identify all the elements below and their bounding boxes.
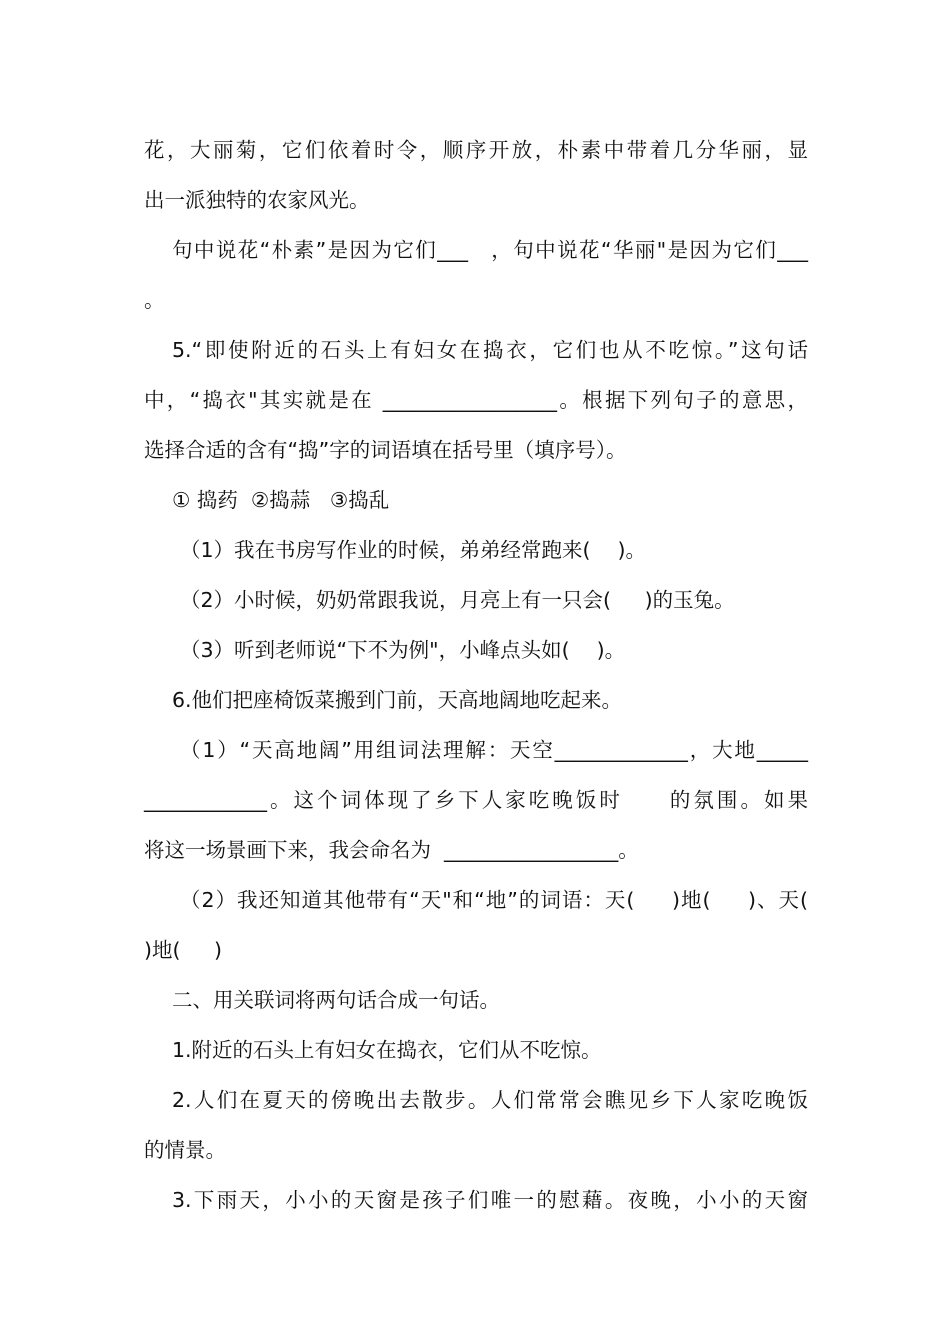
question-6-part-1: ____________。这个词体现了乡下人家吃晚饭时 的氛围。如果 — [144, 788, 808, 812]
sub-question-3: （3）听到老师说“下不为例"，小峰点头如( )。 — [180, 638, 626, 662]
section-2-item-2: 2.人们在夏天的傍晚出去散步。人们常常会瞧见乡下人家吃晚饭 — [172, 1088, 808, 1112]
question-6-part-1: （1）“天高地阔”用组词法理解：天空_____________，大地_____ — [180, 738, 808, 762]
question-6-part-2: （2）我还知道其他带有“天"和“地”的词语：天( )地( )、天( — [180, 888, 808, 912]
question-4-prompt-end: 。 — [144, 288, 165, 312]
question-6-part-1: 将这一场景画下来，我会命名为 _________________。 — [144, 838, 639, 862]
question-5-prompt: 中，“捣衣"其实就是在 _________________。根据下列句子的意思， — [144, 388, 808, 412]
passage-line: 花，大丽菊，它们依着时令，顺序开放，朴素中带着几分华丽，显 — [144, 138, 808, 162]
question-5-instruction: 选择合适的含有“捣”字的词语填在括号里（填序号）。 — [144, 438, 627, 462]
question-5-prompt: 5.“即使附近的石头上有妇女在捣衣，它们也从不吃惊。”这句话 — [172, 338, 808, 362]
question-4-prompt: 句中说花“朴素”是因为它们___ ，句中说花“华丽"是因为它们___ — [172, 238, 808, 262]
section-2-item-3: 3.下雨天，小小的天窗是孩子们唯一的慰藉。夜晚，小小的天窗 — [172, 1188, 808, 1212]
section-2-heading: 二、用关联词将两句话合成一句话。 — [172, 988, 500, 1012]
question-6-part-2: )地( ) — [144, 938, 223, 962]
sub-question-2: （2）小时候，奶奶常跟我说，月亮上有一只会( )的玉兔。 — [180, 588, 735, 612]
section-2-item-1: 1.附近的石头上有妇女在捣衣，它们从不吃惊。 — [172, 1038, 602, 1062]
passage-line: 出一派独特的农家风光。 — [144, 188, 370, 212]
sub-question-1: （1）我在书房写作业的时候，弟弟经常跑来( )。 — [180, 538, 647, 562]
section-2-item-2: 的情景。 — [144, 1138, 226, 1162]
word-options: ① 捣药 ②捣蒜 ③捣乱 — [172, 488, 390, 512]
question-6-prompt: 6.他们把座椅饭菜搬到门前，天高地阔地吃起来。 — [172, 688, 623, 712]
